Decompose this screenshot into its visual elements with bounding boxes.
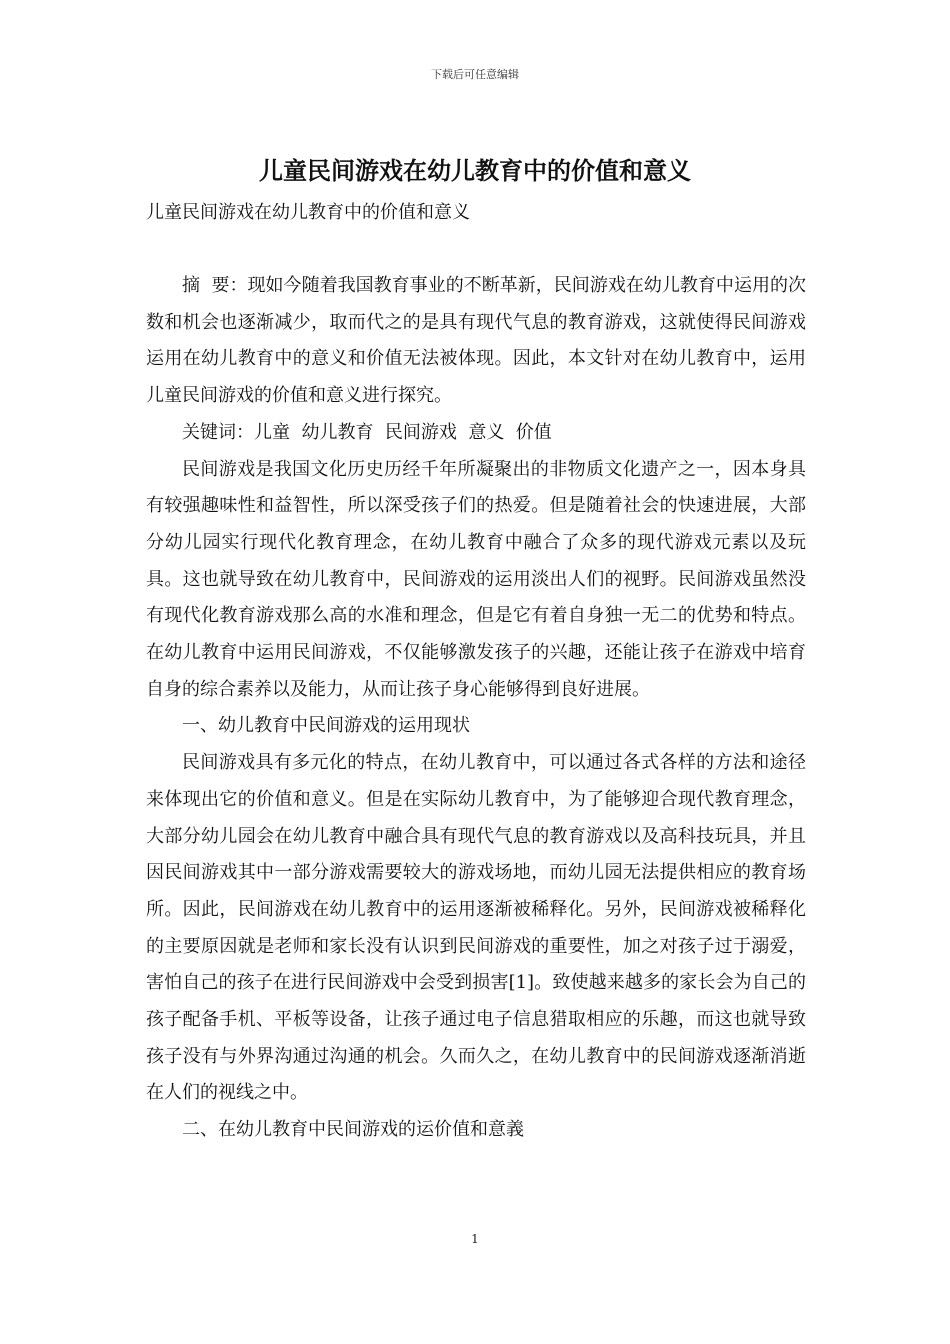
keywords-paragraph: 关键词：儿童 幼儿教育 民间游戏 意义 价值 <box>182 421 552 443</box>
abstract-label: 摘 要： <box>182 275 248 296</box>
page-number: 1 <box>471 1232 479 1246</box>
document-title: 儿童民间游戏在幼儿教育中的价值和意义 <box>259 156 691 185</box>
intro-paragraph: 民间游戏是我国文化历史历经千年所凝聚出的非物质文化遗产之一，因本身具有较强趣味性和益智性，所以深受孩子们的热爱。但是随着社会的快速进展，大部分幼儿园实行现代化教育理念，在幼儿教育中融合了众多的现代游戏元素以及玩具。这也就导致在幼儿教育中，民间游戏的运用淡出人们的视野。民间游戏虽然没有现代化教育游戏那么高的水准和理念，但是它有着自身独一无二的优势和特点。在幼儿教育中运用民间游戏，不仅能够激发孩子的兴趣，还能让孩子在游戏中培育自身的综合素养以及能力，从而让孩子身心能够得到良好进展。 <box>146 458 806 700</box>
section1-heading: 一、幼儿教育中民间游戏的运用现状 <box>182 715 470 737</box>
abstract-paragraph <box>146 268 806 415</box>
document-body <box>146 268 806 1149</box>
header-note: 下载后可任意编辑 <box>431 68 519 81</box>
section2-heading: 二、在幼儿教育中民间游戏的运价值和意義 <box>182 1119 524 1141</box>
document-subtitle: 儿童民间游戏在幼儿教育中的价值和意义 <box>146 202 470 223</box>
abstract-text: 现如今随着我国教育事业的不断革新，民间游戏在幼儿教育中运用的次数和机会也逐渐减少，取而代之的是具有现代气息的教育游戏，这就使得民间游戏运用在幼儿教育中的意义和价值无法被体现。因此，本文针对在幼儿教育中，运用儿童民间游戏的价值和意义进行探究。 <box>146 275 806 407</box>
section1-paragraph: 民间游戏具有多元化的特点，在幼儿教育中，可以通过各式各样的方法和途径来体现出它的价值和意义。但是在实际幼儿教育中，为了能够迎合现代教育理念，大部分幼儿园会在幼儿教育中融合具有现代气息的教育游戏以及高科技玩具，并且因民间游戏其中一部分游戏需要较大的游戏场地，而幼儿园无法提供相应的教育场所。因此，民间游戏在幼儿教育中的运用逐渐被稀释化。另外，民间游戏被稀释化的主要原因就是老师和家长没有认识到民间游戏的重要性，加之对孩子过于溺爱，害怕自己的孩子在进行民间游戏中会受到损害[1]。致使越来越多的家长会为自己的孩子配备手机、平板等设备，让孩子通过电子信息猎取相应的乐趣，而这也就导致孩子没有与外界沟通过沟通的机会。久而久之，在幼儿教育中的民间游戏逐渐消逝在人们的视线之中。 <box>146 752 806 1104</box>
